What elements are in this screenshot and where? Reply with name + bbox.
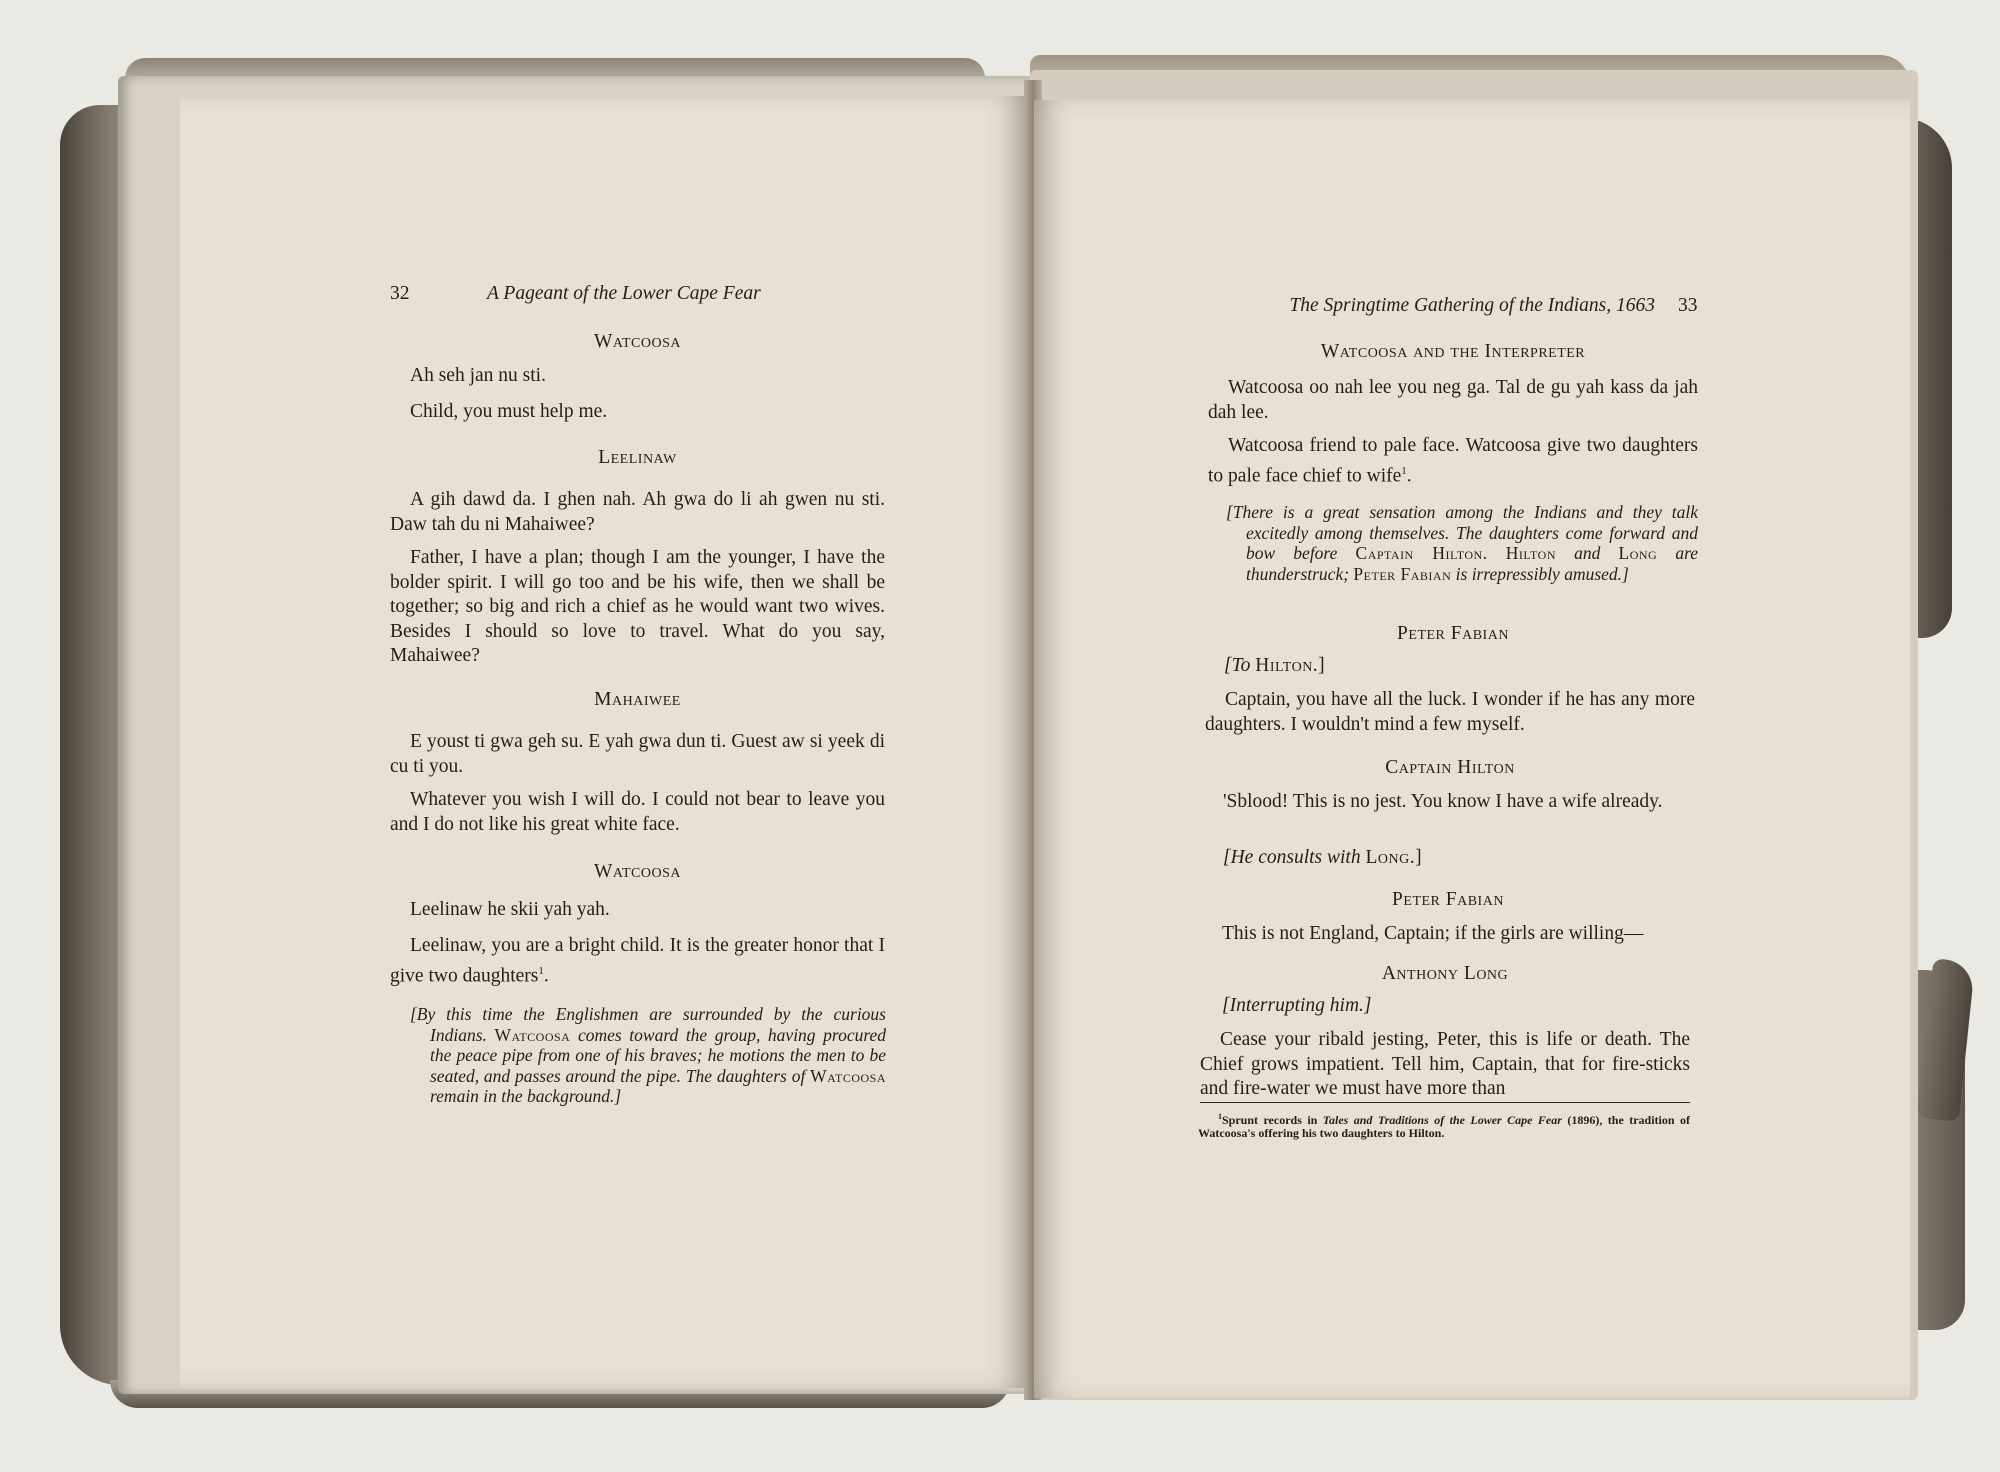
footnote-ref: 1 bbox=[538, 964, 544, 977]
dialogue-paragraph: A gih dawd da. I ghen nah. Ah gwa do li ah gwen nu sti. Daw tah du ni Mahaiwee? bbox=[390, 489, 885, 535]
dialogue-line: This is not England, Captain; if the girls are willing— bbox=[1222, 923, 1644, 944]
dialogue-paragraph: Watcoosa oo nah lee you neg ga. Tal de gu yah kass da jah dah lee. bbox=[1208, 377, 1698, 423]
stage-direction: [By this time the Englishmen are surrounded by the curious Indians. Watcoosa comes toward the group, having procured the peace pipe from one of his braves; he motions the men to be seated, and passes around the pipe. The daughters of Watcoosa remain in the background.] bbox=[410, 1004, 887, 1106]
dialogue-paragraph: Captain, you have all the luck. I wonder if he has any more daughters. I wouldn't mind a few myself. bbox=[1205, 689, 1695, 735]
footnote-rule bbox=[1200, 1102, 1690, 1103]
stage-direction-inline: [To Hilton.] bbox=[1224, 655, 1326, 676]
running-head-left: A Pageant of the Lower Cape Fear bbox=[487, 283, 761, 304]
dialogue-paragraph: 'Sblood! This is no jest. You know I have a wife already. bbox=[1223, 791, 1663, 812]
dialogue-line: Ah seh jan nu sti. bbox=[410, 365, 546, 386]
footnote-ref: 1 bbox=[1401, 464, 1407, 477]
speaker-leelinaw: Leelinaw bbox=[598, 447, 677, 468]
stage-direction: [There is a great sensation among the Indians and they talk excitedly among themselves. The daughters come forward and bow before Captain Hilton. Hilton and Long are thunderstruck; Peter Fabian is irrepressibly amused.] bbox=[1226, 502, 1699, 584]
speaker-mahaiwee: Mahaiwee bbox=[594, 689, 681, 710]
dialogue-paragraph: E youst ti gwa geh su. E yah gwa dun ti. Guest aw si yeek di cu ti you. bbox=[390, 731, 885, 777]
running-head-right: The Springtime Gathering of the Indians, 1663 bbox=[1289, 295, 1655, 316]
speaker-watcoosa-interpreter: Watcoosa and the Interpreter bbox=[1320, 341, 1586, 362]
speaker-peter-fabian: Peter Fabian bbox=[1392, 889, 1504, 910]
dialogue-paragraph: Whatever you wish I will do. I could not bear to leave you and I do not like his great white face. bbox=[390, 789, 885, 835]
speaker-peter-fabian: Peter Fabian bbox=[1397, 623, 1509, 644]
dialogue-line: Child, you must help me. bbox=[410, 401, 608, 422]
stage-direction-inline: [Interrupting him.] bbox=[1222, 995, 1372, 1016]
dialogue-paragraph: Watcoosa friend to pale face. Watcoosa give two daughters to pale face chief to wife$^1$. bbox=[1208, 435, 1698, 486]
dialogue-paragraph: Father, I have a plan; though I am the younger, I have the bolder spirit. I will go too and be his wife, then we shall be together; so big and rich a chief as he would want two wives. Besides I should so love to travel. What do you say, Mahaiwee? bbox=[390, 547, 885, 666]
speaker-captain-hilton: Captain Hilton bbox=[1385, 757, 1515, 778]
dialogue-paragraph: Leelinaw, you are a bright child. It is the greater honor that I give two daughters$^1$. bbox=[390, 935, 885, 986]
footnote: $^1$Sprunt records in Tales and Traditions of the Lower Cape Fear (1896), the tradition of Watcoosa's offering his two daughters to Hilton. bbox=[1198, 1112, 1690, 1140]
stage-direction-inline: [He consults with Long.] bbox=[1223, 847, 1423, 868]
page-number-left: 32 bbox=[390, 283, 410, 304]
page-number-right: 33 bbox=[1678, 295, 1698, 316]
speaker-watcoosa: Watcoosa bbox=[594, 331, 681, 352]
speaker-watcoosa: Watcoosa bbox=[594, 861, 681, 882]
dialogue-paragraph: Cease your ribald jesting, Peter, this is life or death. The Chief grows impatient. Tell him, Captain, that for fire-sticks and fire-water we must have more than bbox=[1200, 1029, 1690, 1099]
speaker-anthony-long: Anthony Long bbox=[1381, 963, 1509, 984]
dialogue-line: Leelinaw he skii yah yah. bbox=[410, 899, 610, 920]
